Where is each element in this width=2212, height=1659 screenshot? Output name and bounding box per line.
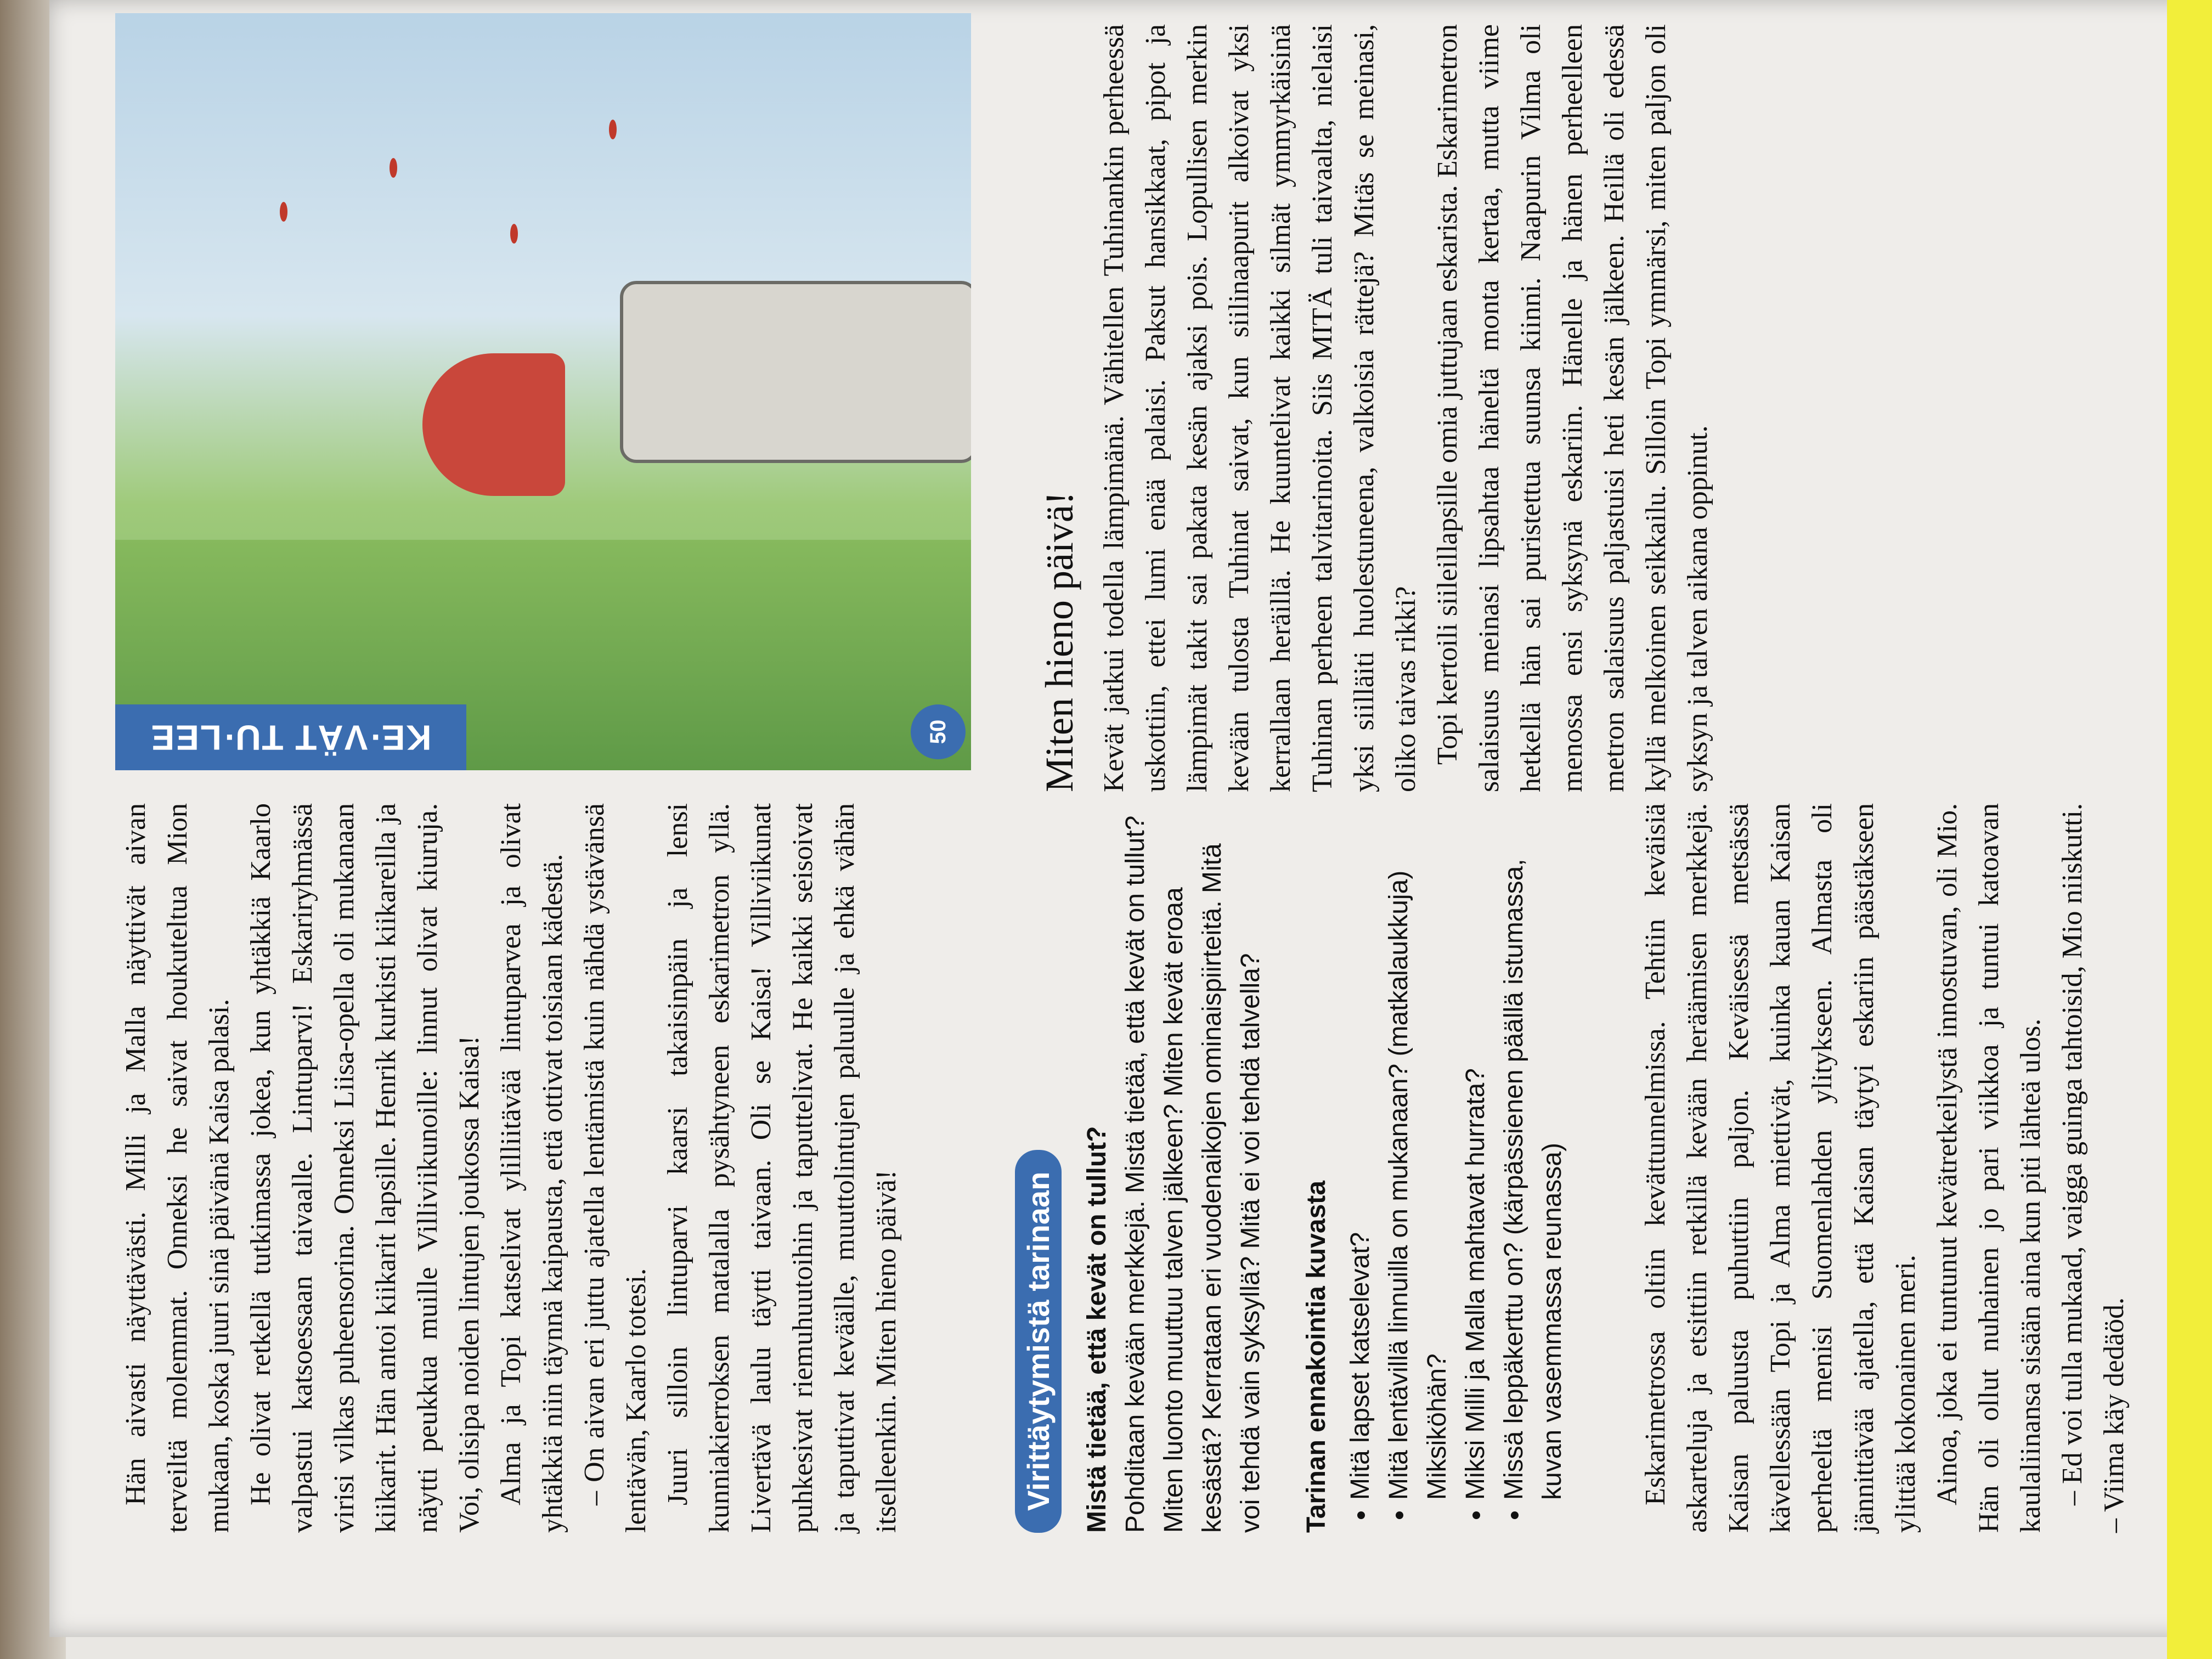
bird-icon [390, 158, 397, 178]
story-paragraph: – Ed voi tulla mukaad, vaigga guinga tahtoisid, Mio niiskutti. – Viima käy dedäöd. [2057, 803, 2130, 1533]
predict-list [1341, 803, 1572, 1533]
predict-block [1297, 803, 1572, 1533]
story-column-left [1093, 24, 1719, 792]
story-paragraph: Eskarimetrossa oltiin kevättunnelmissa. Tehtiin keväisiä askarteluja ja etsittiin retkillä kevään heräämisen merkkejä. Kaisan paluusta puhuttiin paljon. Keväisessä metsässä kävellessään Topi ja Alma miettivät, kuinka kauan Kaisan perheeltä menisi Suomenlahden ylitykseen. Almasta oli jännittävää ajatella, että Kaisan täytyi eskariin päästäkseen ylittää kokonainen meri. [1640, 803, 1921, 1533]
page-number: 50 [911, 704, 966, 759]
predict-title: Tarinan ennakointia kuvasta [1302, 1181, 1331, 1533]
story-column-right [115, 803, 907, 1533]
story-title: Miten hieno päivä! [1037, 492, 1081, 792]
warmup-section [1015, 803, 1572, 1533]
section-tab [115, 704, 466, 770]
birch-tree [620, 281, 971, 463]
mushroom-house [422, 353, 565, 496]
bird-icon [280, 202, 287, 222]
spring-illustration [115, 13, 971, 770]
section-tab-label: KE·VÄT TU·LEE [150, 718, 432, 757]
warmup-heading: Virittäytymistä tarinaan [1015, 1150, 1062, 1533]
story-column-middle [1635, 803, 2135, 1533]
story-paragraph: Kevät jatkui todella lämpimänä. Vähitellen Tuhinankin perheessä uskottiin, ettei lumi enää palaisi. Paksut hansikkaat, pipot ja lämpimät takit sai pakata kesän ajaksi pois. Lopullisen merkin kevään tulosta Tuhinat saivat, kun siilinaapurit alkoivat yksi kerrallaan heräillä. He kuuntelivat kaikki silmät ymmyrkäisinä Tuhinan perheen talvitarinoita. Siis MITÄ tuli taivaalta, nielaisi yksi siilläiti huolestuneena, valkoisia rättejä? Mitäs se meinasi, oliko taivas rikki? [1098, 24, 1421, 792]
story-paragraph: Hän aivasti näyttävästi. Milli ja Malla näyttivät aivan terveiltä molemmat. Onneksi he saivat houkuteltua Mion mukaan, koska juuri sinä päivänä Kaisa palasi. [120, 803, 235, 1533]
question-title: Mistä tietää, että kevät on tullut? [1082, 1126, 1111, 1533]
bird-icon [609, 120, 617, 139]
story-paragraph: Ainoa, joka ei tuntunut kevätretkeilystä innostuvan, oli Mio. Hän oli ollut nuhainen jo pari viikkoa ja tuntui katoavan kaulaliinansa sisään aina kun piti lähteä ulos. [1932, 803, 2046, 1533]
bird-icon [510, 224, 518, 244]
list-item: • Mitä lentävillä linnuilla on mukanaan? (matkalaukkuja) Miksiköhän? [1380, 803, 1457, 1500]
story-paragraph: – On aivan eri juttu ajatella lentämistä kuin nähdä ystävänsä lentävän, Kaarlo totesi. [579, 803, 652, 1533]
story-paragraph: Juuri silloin lintuparvi kaarsi takaisinpäin ja lensi kunniakierroksen matalalla pysähtyneen eskarimetron yllä. Livertävä laulu täytti taivaan. Oli se Kaisa! Villiviikunat puhkesivat riemuhuutoihin ja taputtelivat. He kaikki seisoivat ja taputtivat keväälle, muuttolintujen paluulle ja ehkä vähän itselleenkin. Miten hieno päivä! [662, 803, 902, 1533]
list-item: • Miksi Milli ja Malla mahtavat hurrata? [1457, 803, 1495, 1500]
warmup-question [1078, 803, 1270, 1533]
list-item: • Mitä lapset katselevat? [1341, 803, 1380, 1500]
list-item: • Missä leppäkerttu on? (kärpässienen päällä istumassa, kuvan vasemmassa reunassa) [1495, 803, 1572, 1500]
story-paragraph: He olivat retkellä tutkimassa jokea, kun yhtäkkiä Kaarlo valpastui katsoessaan taivaalle. Lintuparvi! Eskariryhmässä virisi vilkas puheensorina. Onneksi Liisa-opella oli mukanaan kiikarit. Hän antoi kiikarit lapsille. Henrik kurkisti kiikareilla ja näytti peukkua muille Villiviikunoille: linnut olivat kiuruja. Voi, olisipa noiden lintujen joukossa Kaisa! [245, 803, 485, 1533]
question-text: Pohditaan kevään merkkejä. Mistä tietää, että kevät on tullut? Miten luonto muuttuu talven jälkeen? Miten kevät eroaa kesästä? Kerrataan eri vuodenaikojen ominaispiirteitä. Mitä voi tehdä vain syksyllä? Mitä ei voi tehdä talvella? [1121, 815, 1265, 1533]
story-section [1015, 24, 1719, 792]
story-paragraph: Alma ja Topi katselivat ylilliitävää lintuparvea ja olivat yhtäkkiä niin täynnä kaipausta, että ottivat toisiaan kädestä. [495, 803, 568, 1533]
story-paragraph: Topi kertoili siileillapsille omia juttujaan eskarista. Eskarimetron salaisuus meinasi lipsahtaa häneltä monta kertaa, mutta viime hetkellä hän sai puristettua suunsa kiinni. Naapurin Vilma oli menossa ensi syksynä eskariin. Hänelle ja hänen perheelleen metron salaisuus paljastuisi heti kesän jälkeen. Heillä oli edessä kyllä melkoinen seikkailu. Silloin Topi ymmärsi, miten paljon oli syksyn ja talven aikana oppinut. [1432, 24, 1713, 792]
yellow-paper-strip [2167, 0, 2212, 1659]
